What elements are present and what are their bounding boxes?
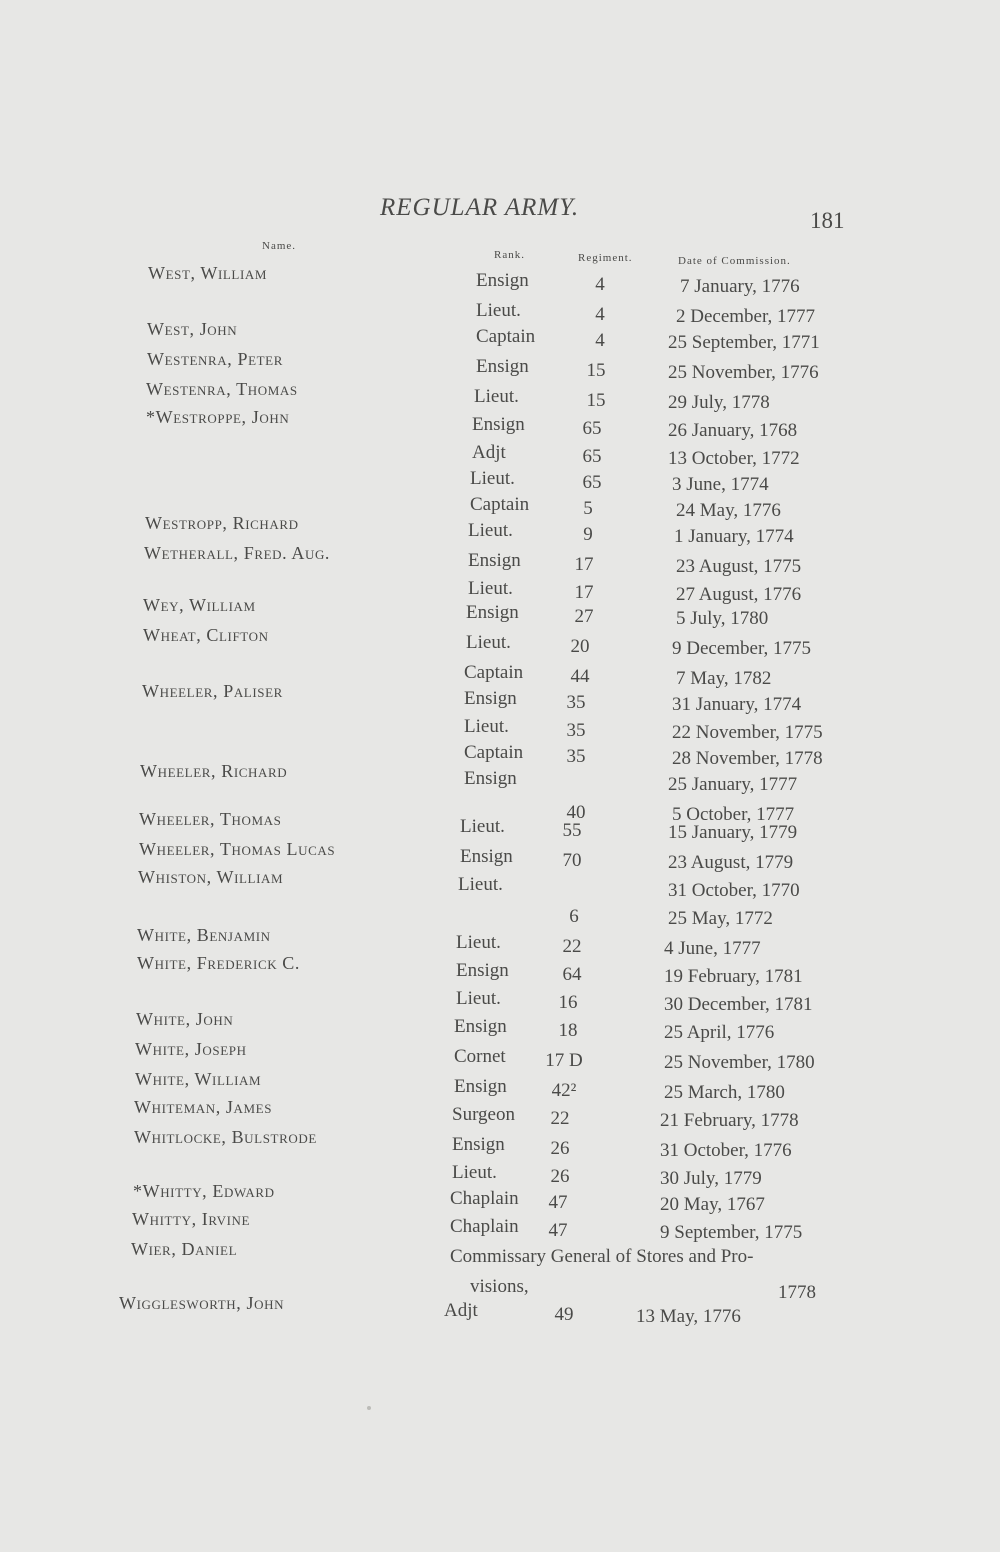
register-row bbox=[0, 1208, 1000, 1243]
rank-cell: Ensign bbox=[454, 1016, 507, 1037]
rank-cell: Ensign bbox=[454, 1076, 507, 1097]
name-cell: Wheeler, Thomas Lucas bbox=[139, 839, 336, 859]
date-cell: 23 August, 1779 bbox=[668, 852, 794, 873]
register-row bbox=[0, 318, 1000, 353]
register-row bbox=[0, 680, 1000, 715]
name-cell: Whiteman, James bbox=[134, 1097, 273, 1117]
rank-cell: Ensign bbox=[464, 688, 517, 709]
register-row bbox=[0, 348, 1000, 383]
rank-cell: Ensign bbox=[466, 602, 519, 623]
name-cell: Westenra, Thomas bbox=[146, 379, 298, 399]
date-cell: 7 January, 1776 bbox=[680, 276, 800, 297]
register-row bbox=[0, 980, 1000, 1015]
name-cell: White, John bbox=[136, 1009, 234, 1029]
regiment-cell: 9 bbox=[583, 524, 593, 545]
rank-cell: Captain bbox=[470, 494, 530, 515]
regiment-cell: 40 bbox=[566, 802, 586, 823]
register-row bbox=[0, 512, 1000, 547]
name-cell: Wheat, Clifton bbox=[143, 625, 269, 645]
date-cell: 25 January, 1777 bbox=[668, 774, 798, 795]
regiment-cell: 20 bbox=[570, 636, 590, 657]
regiment-cell: 55 bbox=[562, 820, 582, 841]
date-cell: 1 January, 1774 bbox=[674, 526, 794, 547]
regiment-cell: 47 bbox=[548, 1192, 568, 1213]
date-cell: 25 March, 1780 bbox=[664, 1082, 785, 1103]
register-row bbox=[0, 1238, 1000, 1268]
regiment-cell: 70 bbox=[562, 850, 582, 871]
date-cell: 21 February, 1778 bbox=[660, 1110, 799, 1131]
column-header-date: Date of Commission. bbox=[678, 255, 791, 267]
date-cell: 9 September, 1775 bbox=[660, 1222, 803, 1243]
regiment-cell: 4 bbox=[595, 304, 605, 325]
date-cell: 30 July, 1779 bbox=[660, 1168, 762, 1189]
rank-cell: Lieut. bbox=[456, 932, 501, 953]
date-cell: 31 October, 1770 bbox=[668, 880, 800, 901]
rank-cell: Ensign bbox=[464, 768, 517, 789]
regiment-cell: 22 bbox=[550, 1108, 570, 1129]
date-cell: 31 October, 1776 bbox=[660, 1140, 792, 1161]
rank-cell: Lieut. bbox=[460, 816, 505, 837]
name-cell: Whitty, Irvine bbox=[132, 1209, 251, 1229]
page-number: 181 bbox=[810, 208, 845, 233]
regiment-cell: 4 bbox=[595, 274, 605, 295]
register-row bbox=[0, 624, 1000, 659]
name-cell: Wigglesworth, John bbox=[119, 1293, 285, 1313]
regiment-cell: 44 bbox=[570, 666, 590, 687]
date-cell: 24 May, 1776 bbox=[676, 500, 781, 521]
regiment-cell: 35 bbox=[566, 746, 586, 767]
regiment-cell: 22 bbox=[562, 936, 582, 957]
regiment-cell: 65 bbox=[582, 472, 602, 493]
rank-cell: Ensign bbox=[468, 550, 521, 571]
date-cell: 27 August, 1776 bbox=[676, 584, 802, 605]
date-cell: 2 December, 1777 bbox=[676, 306, 816, 327]
regiment-cell: 65 bbox=[582, 418, 602, 439]
name-cell: West, William bbox=[148, 263, 268, 283]
regiment-cell: 26 bbox=[550, 1166, 570, 1187]
date-cell: 26 January, 1768 bbox=[668, 420, 798, 441]
name-cell: White, Joseph bbox=[135, 1039, 247, 1059]
date-cell: 7 May, 1782 bbox=[676, 668, 772, 689]
date-cell: 3 June, 1774 bbox=[672, 474, 769, 495]
date-cell: 5 October, 1777 bbox=[672, 804, 795, 825]
date-cell: 13 May, 1776 bbox=[636, 1306, 741, 1327]
date-cell: 23 August, 1775 bbox=[676, 556, 802, 577]
name-cell: Wheeler, Thomas bbox=[139, 809, 282, 829]
rank-cell: Lieut. bbox=[474, 386, 519, 407]
name-cell: Wey, William bbox=[143, 595, 256, 615]
name-cell: West, John bbox=[147, 319, 238, 339]
regiment-cell: 18 bbox=[558, 1020, 578, 1041]
rank-cell: Cornet bbox=[454, 1046, 506, 1067]
register-row bbox=[0, 262, 1000, 297]
name-cell: Wetherall, Fred. Aug. bbox=[144, 543, 331, 563]
register-row bbox=[0, 760, 1000, 795]
name-cell: White, Frederick C. bbox=[137, 953, 301, 973]
rank-cell: Lieut. bbox=[468, 520, 513, 541]
running-head: REGULAR ARMY. bbox=[380, 194, 580, 221]
regiment-cell: 17 bbox=[574, 582, 594, 603]
register-row bbox=[0, 808, 1000, 843]
regiment-cell: 64 bbox=[562, 964, 582, 985]
name-cell: Wheeler, Richard bbox=[140, 761, 288, 781]
regiment-cell: 5 bbox=[583, 498, 593, 519]
regiment-cell: 17 D bbox=[545, 1050, 583, 1071]
register-row bbox=[0, 838, 1000, 873]
regiment-cell: 6 bbox=[569, 906, 579, 927]
register-row bbox=[0, 1180, 1000, 1215]
rank-cell: Ensign bbox=[476, 356, 529, 377]
rank-cell: Ensign bbox=[472, 414, 525, 435]
date-cell: 9 December, 1775 bbox=[672, 638, 812, 659]
rank-cell: Chaplain bbox=[450, 1188, 519, 1209]
rank-cell: Lieut. bbox=[476, 300, 521, 321]
register-row bbox=[0, 1038, 1000, 1073]
rank-cell: Adjt bbox=[472, 442, 506, 463]
name-cell: Westenra, Peter bbox=[147, 349, 283, 369]
name-cell: Whitlocke, Bulstrode bbox=[134, 1127, 317, 1147]
register-row bbox=[0, 406, 1000, 441]
date-cell: 25 April, 1776 bbox=[664, 1022, 775, 1043]
rank-cell: Ensign bbox=[456, 960, 509, 981]
date-cell: 28 November, 1778 bbox=[672, 748, 823, 769]
date-cell: 5 July, 1780 bbox=[676, 608, 769, 629]
regiment-cell: 17 bbox=[574, 554, 594, 575]
register-row bbox=[0, 1292, 1000, 1327]
regiment-cell: 15 bbox=[586, 390, 606, 411]
regiment-cell: 49 bbox=[554, 1304, 574, 1325]
rank-cell: visions, bbox=[470, 1276, 529, 1297]
rank-cell: Lieut. bbox=[470, 468, 515, 489]
regiment-cell: 27 bbox=[574, 606, 594, 627]
column-header-rank: Rank. bbox=[494, 249, 525, 261]
date-cell: 25 September, 1771 bbox=[668, 332, 820, 353]
date-cell: 25 May, 1772 bbox=[668, 908, 773, 929]
rank-cell: Ensign bbox=[460, 846, 513, 867]
date-cell: 20 May, 1767 bbox=[660, 1194, 765, 1215]
register-row bbox=[0, 866, 1000, 901]
name-cell: Whiston, William bbox=[138, 867, 284, 887]
date-cell: 19 February, 1781 bbox=[664, 966, 803, 987]
regiment-cell: 35 bbox=[566, 692, 586, 713]
regiment-cell: 35 bbox=[566, 720, 586, 741]
rank-cell: Lieut. bbox=[464, 716, 509, 737]
rank-cell: Chaplain bbox=[450, 1216, 519, 1237]
rank-cell: Ensign bbox=[476, 270, 529, 291]
register-row bbox=[0, 1126, 1000, 1161]
column-header-name: Name. bbox=[262, 240, 297, 252]
rank-cell: Commissary General of Stores and Pro- bbox=[450, 1246, 754, 1267]
date-cell: 25 November, 1776 bbox=[668, 362, 819, 383]
rank-cell: Surgeon bbox=[452, 1104, 515, 1125]
name-cell: *Westroppe, John bbox=[146, 407, 290, 427]
register-row bbox=[0, 542, 1000, 577]
register-row bbox=[0, 594, 1000, 629]
regiment-cell: 4 bbox=[595, 330, 605, 351]
register-row bbox=[0, 924, 1000, 959]
name-cell: Wheeler, Paliser bbox=[142, 681, 283, 701]
date-cell: 22 November, 1775 bbox=[672, 722, 823, 743]
date-cell: 4 June, 1777 bbox=[664, 938, 761, 959]
rank-cell: Captain bbox=[464, 742, 524, 763]
regiment-cell: 16 bbox=[558, 992, 578, 1013]
regiment-cell: 26 bbox=[550, 1138, 570, 1159]
rank-cell: Lieut. bbox=[456, 988, 501, 1009]
paper-speck bbox=[367, 1406, 371, 1410]
rank-cell: Lieut. bbox=[452, 1162, 497, 1183]
register-row bbox=[0, 1008, 1000, 1043]
register-row bbox=[0, 1068, 1000, 1103]
name-cell: *Whitty, Edward bbox=[133, 1181, 275, 1201]
date-cell: 13 October, 1772 bbox=[668, 448, 800, 469]
rank-cell: Ensign bbox=[452, 1134, 505, 1155]
rank-cell: Lieut. bbox=[466, 632, 511, 653]
date-cell: 15 January, 1779 bbox=[668, 822, 798, 843]
rank-cell: Captain bbox=[464, 662, 524, 683]
regiment-cell: 47 bbox=[548, 1220, 568, 1241]
date-cell: 1778 bbox=[778, 1282, 816, 1303]
date-cell: 25 November, 1780 bbox=[664, 1052, 815, 1073]
rank-cell: Lieut. bbox=[458, 874, 503, 895]
name-cell: White, Benjamin bbox=[137, 925, 271, 945]
rank-cell: Adjt bbox=[444, 1300, 478, 1321]
column-header-regiment: Regiment. bbox=[578, 252, 633, 264]
regiment-cell: 42² bbox=[551, 1080, 577, 1101]
register-row bbox=[0, 1096, 1000, 1131]
date-cell: 31 January, 1774 bbox=[672, 694, 802, 715]
rank-cell: Captain bbox=[476, 326, 536, 347]
register-row bbox=[0, 894, 1000, 929]
date-cell: 30 December, 1781 bbox=[664, 994, 813, 1015]
regiment-cell: 15 bbox=[586, 360, 606, 381]
name-cell: Wier, Daniel bbox=[131, 1239, 238, 1259]
register-row bbox=[0, 378, 1000, 413]
register-row bbox=[0, 952, 1000, 987]
regiment-cell: 65 bbox=[582, 446, 602, 467]
name-cell: Westropp, Richard bbox=[145, 513, 299, 533]
rank-cell: Lieut. bbox=[468, 578, 513, 599]
name-cell: White, William bbox=[135, 1069, 262, 1089]
date-cell: 29 July, 1778 bbox=[668, 392, 770, 413]
